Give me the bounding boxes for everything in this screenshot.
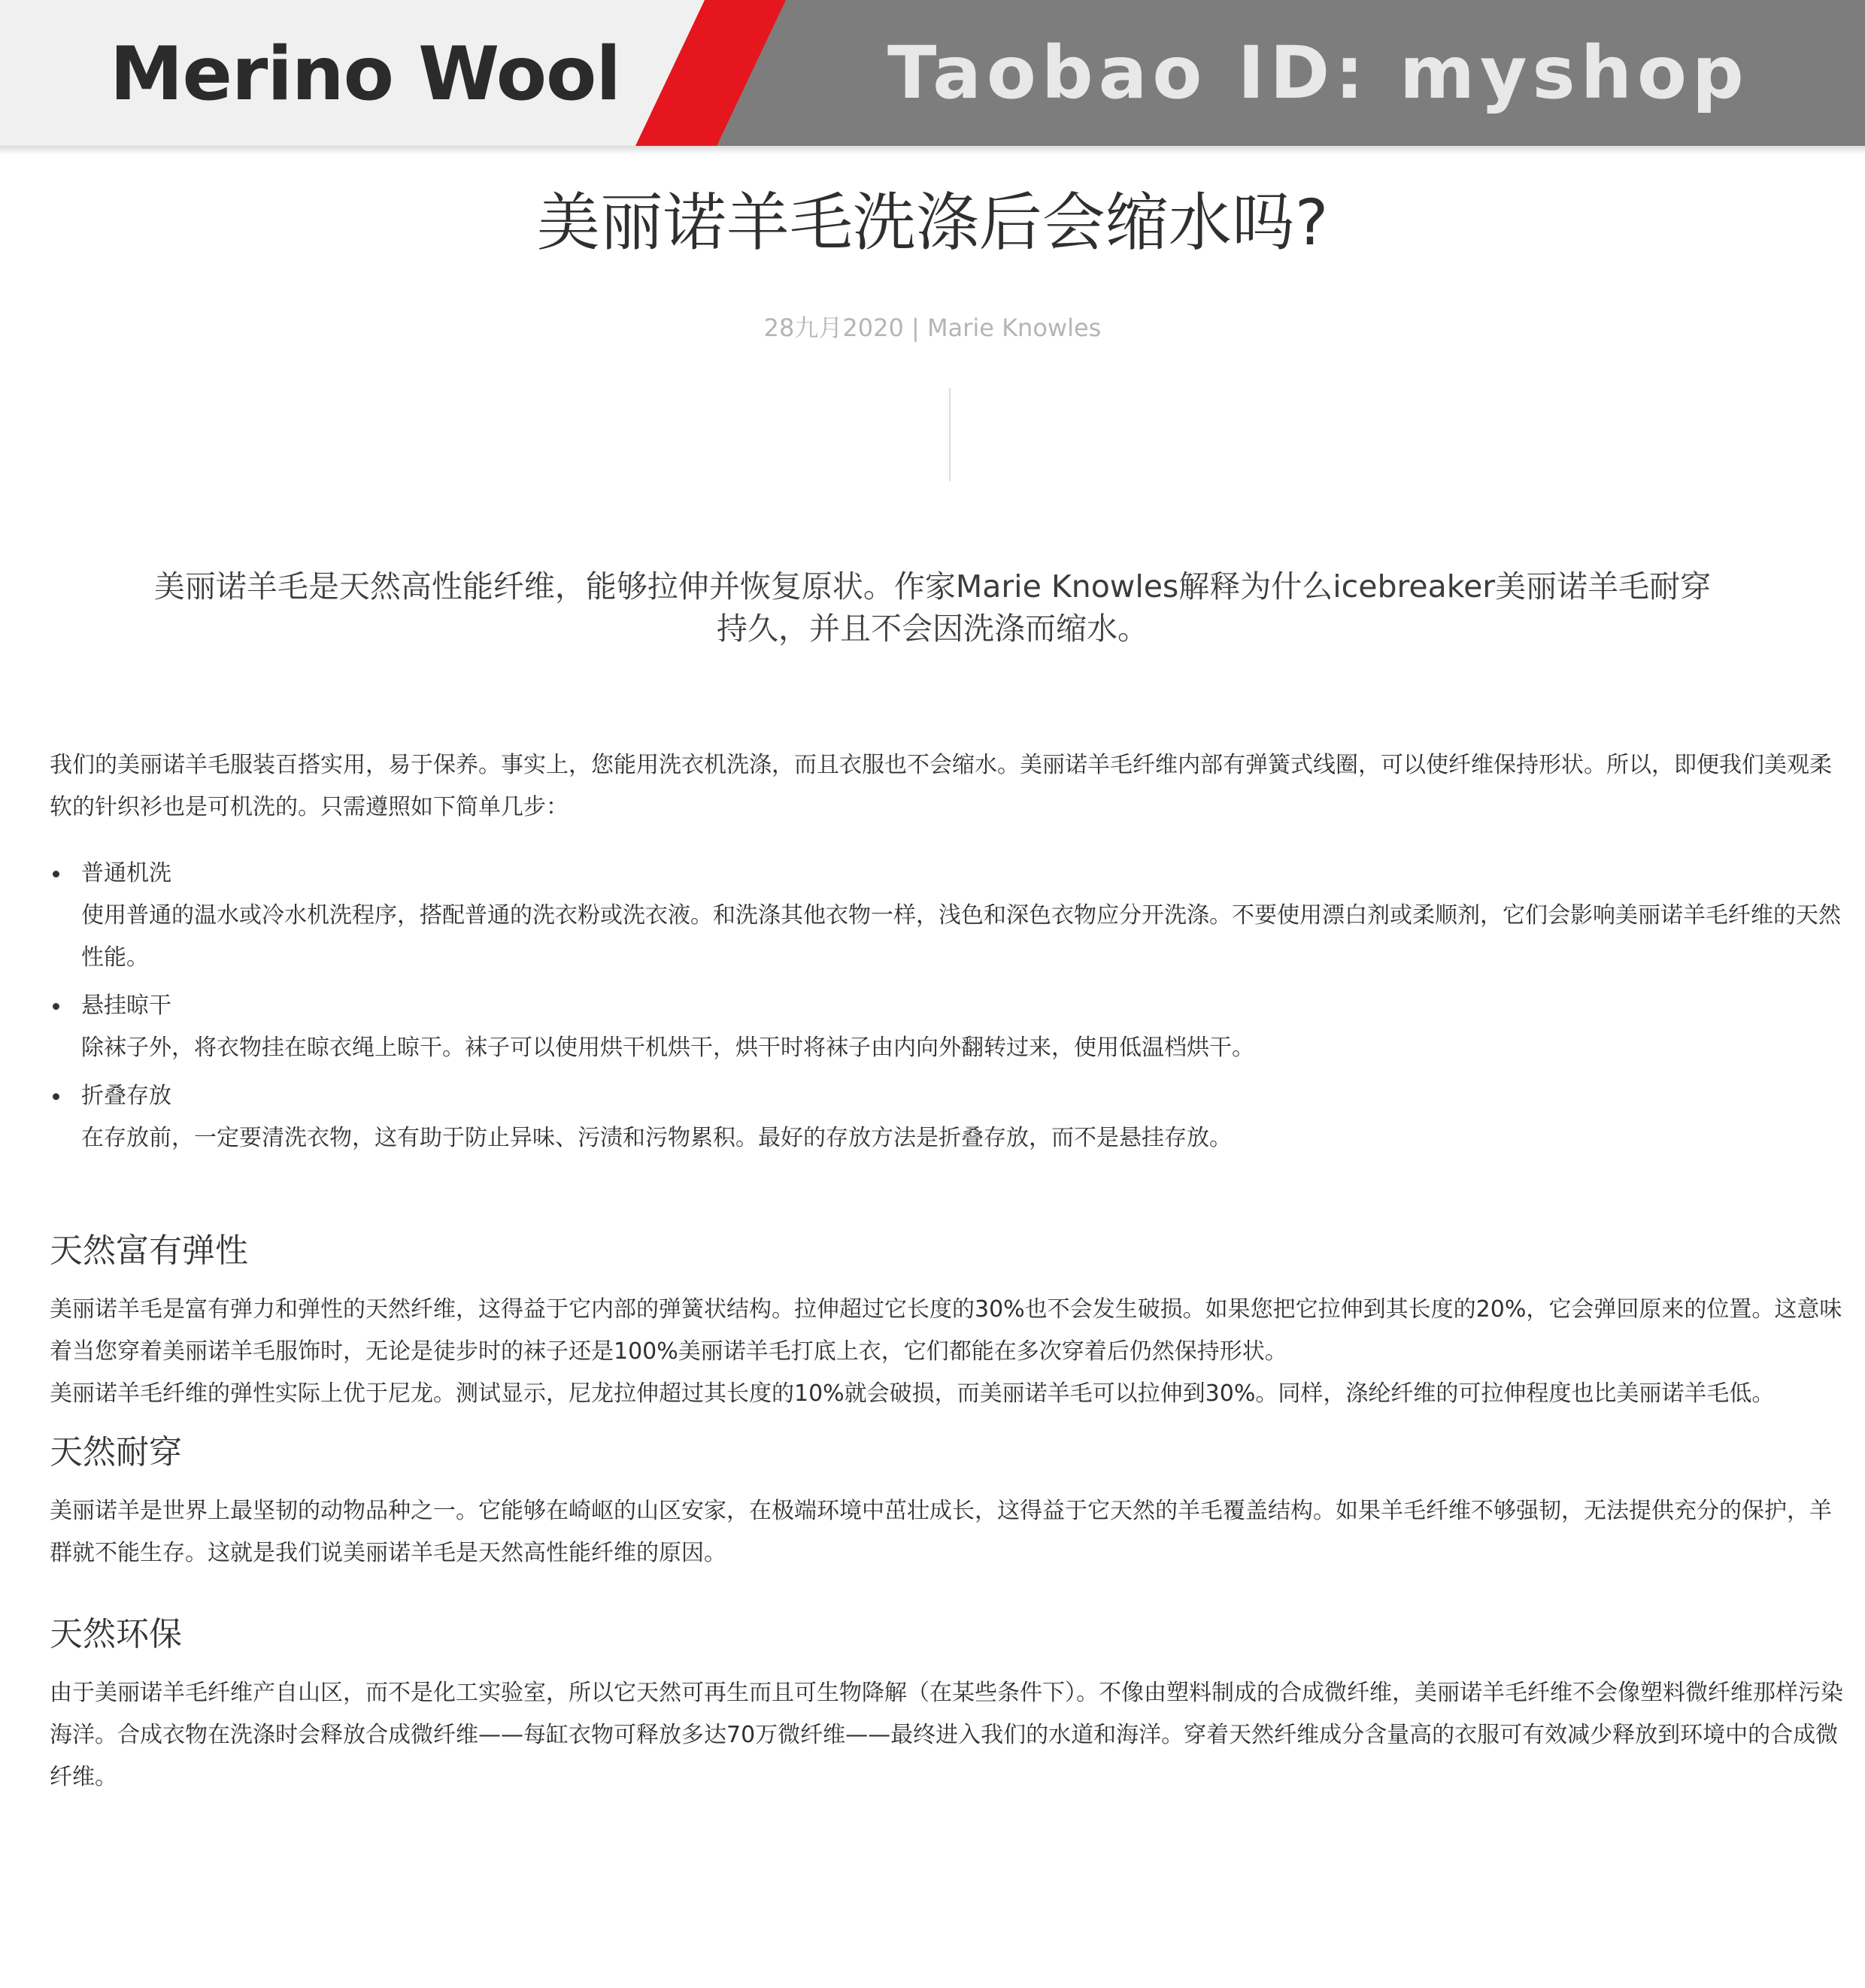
brand-name: Merino Wool	[110, 32, 620, 117]
section-heading-elastic: 天然富有弹性	[50, 1232, 248, 1270]
intro-paragraph: 我们的美丽诺羊毛服装百搭实用，易于保养。事实上，您能用洗衣机洗涤，而且衣服也不会缩水。美丽诺羊毛纤维内部有弹簧式线圈，可以使纤维保持形状。所以，即便我们美观柔软的针织衫也是可机洗的。只需遵照如下简单几步：	[50, 752, 1832, 820]
list-item	[50, 1075, 1844, 1159]
section-paragraph: 美丽诺羊是世界上最坚韧的动物品种之一。它能够在崎岖的山区安家，在极端环境中茁壮成长，这得益于它天然的羊毛覆盖结构。如果羊毛纤维不够强韧，无法提供充分的保护，羊群就不能生存。这就是我们说美丽诺羊毛是天然高性能纤维的原因。	[50, 1498, 1832, 1566]
section-heading-durable: 天然耐穿	[50, 1433, 182, 1471]
tip-text: 除袜子外，将衣物挂在晾衣绳上晾干。袜子可以使用烘干机烘干，烘干时将袜子由内向外翻转过来，使用低温档烘干。	[81, 1035, 1254, 1061]
tip-title: 悬挂晾干	[81, 992, 171, 1019]
shop-id: Taobao ID: myshop	[887, 31, 1749, 115]
care-tips-list	[50, 853, 1844, 1159]
tip-title: 普通机洗	[81, 860, 171, 886]
article-title: 美丽诺羊毛洗涤后会缩水吗?	[536, 186, 1329, 259]
header-banner	[0, 0, 1865, 146]
tip-text: 在存放前，一定要清洗衣物，这有助于防止异味、污渍和污物累积。最好的存放方法是折叠存放，而不是悬挂存放。	[81, 1125, 1232, 1151]
list-item	[50, 985, 1844, 1069]
section-paragraph: 由于美丽诺羊毛纤维产自山区，而不是化工实验室，所以它天然可再生而且可生物降解（在某些条件下）。不像由塑料制成的合成微纤维，美丽诺羊毛纤维不会像塑料微纤维那样污染海洋。合成衣物在洗涤时会释放合成微纤维——每缸衣物可释放多达70万微纤维——最终进入我们的水道和海洋。穿着天然纤维成分含量高的衣服可有效减少释放到环境中的合成微纤维。	[50, 1680, 1843, 1790]
section-heading-eco: 天然环保	[50, 1615, 182, 1653]
article-lead: 美丽诺羊毛是天然高性能纤维，能够拉伸并恢复原状。作家Marie Knowles解释为什么icebreaker美丽诺羊毛耐穿持久，并且不会因洗涤而缩水。	[153, 568, 1712, 647]
divider-line	[949, 388, 951, 481]
banner-shadow	[0, 146, 1865, 155]
article-body	[50, 744, 1844, 1799]
article-byline: 28九月2020 | Marie Knowles	[763, 314, 1102, 342]
section-paragraph: 美丽诺羊毛是富有弹力和弹性的天然纤维，这得益于它内部的弹簧状结构。拉伸超过它长度的30%也不会发生破损。如果您把它拉伸到其长度的20%，它会弹回原来的位置。这意味着当您穿着美丽诺羊毛服饰时，无论是徒步时的袜子还是100%美丽诺羊毛打底上衣，它们都能在多次穿着后仍然保持形状。	[50, 1296, 1842, 1365]
section-paragraph: 美丽诺羊毛纤维的弹性实际上优于尼龙。测试显示，尼龙拉伸超过其长度的10%就会破损，而美丽诺羊毛可以拉伸到30%。同样，涤纶纤维的可拉伸程度也比美丽诺羊毛低。	[50, 1380, 1775, 1407]
tip-text: 使用普通的温水或冷水机洗程序，搭配普通的洗衣粉或洗衣液。和洗涤其他衣物一样，浅色和深色衣物应分开洗涤。不要使用漂白剂或柔顺剂，它们会影响美丽诺羊毛纤维的天然性能。	[81, 902, 1841, 971]
tip-title: 折叠存放	[81, 1083, 171, 1109]
list-item	[50, 853, 1844, 979]
